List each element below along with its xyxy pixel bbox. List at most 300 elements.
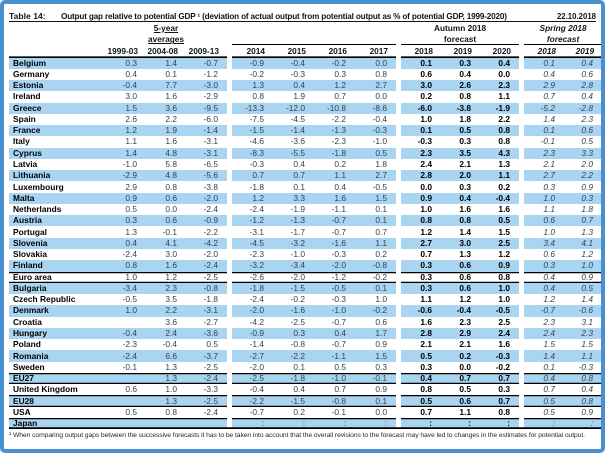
- value-cell: 0.5: [543, 406, 556, 417]
- value-cell: 2.0: [581, 159, 594, 170]
- table-row: [9, 181, 602, 192]
- country-name: Hungary: [9, 328, 105, 339]
- value-cell: :: [401, 418, 441, 429]
- value-cell: 0.3: [524, 260, 564, 271]
- value-cell: -5.2: [524, 103, 564, 114]
- value-cell: -0.2: [355, 305, 396, 316]
- country-name: EU28: [9, 395, 105, 406]
- value-cell: 3.4: [524, 238, 564, 249]
- value-cell: 1.0: [375, 294, 388, 305]
- value-cell: 2.3: [146, 283, 186, 294]
- value-cell: 2.3: [401, 148, 441, 159]
- value-cell: -4.2: [249, 316, 265, 327]
- value-cell: -1.8: [249, 181, 265, 192]
- table-row: [9, 373, 602, 384]
- value-cell: 0.4: [401, 373, 441, 384]
- value-cell: -2.4: [203, 204, 219, 215]
- value-cell: -0.4: [273, 58, 314, 69]
- avg-label-line2: averages: [148, 34, 184, 45]
- value-cell: 0.4: [459, 68, 472, 79]
- country-name: Poland: [13, 339, 41, 350]
- value-cell: 0.6: [441, 260, 480, 271]
- table-row: [9, 114, 602, 125]
- value-cell: 0.7: [543, 384, 556, 395]
- value-cell: 0.9: [581, 406, 594, 417]
- header-spacer: [9, 45, 105, 58]
- value-cell: 1.6: [165, 136, 177, 147]
- value-cell: 1.8: [581, 204, 594, 215]
- value-cell: 0.7: [273, 170, 314, 181]
- value-cell: 0.3: [459, 181, 472, 192]
- value-cell: -8.6: [355, 103, 396, 114]
- value-cell: -0.1: [540, 136, 556, 147]
- value-cell: -1.1: [314, 350, 355, 361]
- value-cell: -2.0: [314, 260, 355, 271]
- country-name: Sweden: [13, 361, 45, 372]
- value-cell: -0.2: [249, 68, 265, 79]
- value-cell: 0.6: [524, 215, 564, 226]
- country-name: Bulgaria: [9, 283, 105, 294]
- value-cell: 0.8: [459, 91, 472, 102]
- value-cell: -0.8: [186, 283, 227, 294]
- value-cell: 0.7: [564, 215, 602, 226]
- history-group-rule: [232, 34, 396, 46]
- country-name: Euro area: [9, 272, 105, 283]
- value-cell: :: [480, 418, 519, 429]
- value-cell: 0.5: [401, 350, 441, 361]
- value-cell: -2.0: [186, 193, 227, 204]
- country-name: Finland: [9, 260, 105, 271]
- header-spacer: [9, 34, 105, 46]
- value-cell: 1.1: [125, 136, 137, 147]
- value-cell: 1.0: [420, 113, 433, 124]
- table-row: [9, 80, 602, 91]
- value-cell: 0.1: [401, 58, 441, 69]
- value-cell: 0.3: [273, 328, 314, 339]
- country-name: Belgium: [9, 58, 105, 69]
- value-cell: 1.4: [105, 148, 146, 159]
- value-cell: :: [524, 418, 564, 429]
- value-cell: -0.8: [314, 395, 355, 406]
- value-cell: 1.2: [543, 294, 556, 305]
- value-cell: 1.5: [105, 103, 146, 114]
- header-spacer: [9, 22, 105, 34]
- value-cell: :: [273, 418, 314, 429]
- value-cell: -2.7: [203, 316, 219, 327]
- value-cell: 3.6: [146, 103, 186, 114]
- value-cell: [146, 418, 186, 429]
- year-header: 2017: [355, 45, 396, 58]
- value-cell: 2.3: [459, 316, 472, 327]
- avg-label-line2-cell: [105, 34, 227, 46]
- value-cell: 0.8: [420, 384, 433, 395]
- value-cell: 0.0: [459, 361, 472, 372]
- value-cell: 0.5: [125, 204, 137, 215]
- value-cell: 1.6: [498, 339, 511, 350]
- value-cell: 0.4: [581, 91, 594, 102]
- value-cell: -2.4: [203, 406, 219, 417]
- value-cell: -3.7: [186, 350, 227, 361]
- value-cell: -0.7: [524, 305, 564, 316]
- table-row: [9, 136, 602, 147]
- value-cell: -2.0: [273, 272, 314, 283]
- value-cell: :: [355, 418, 396, 429]
- value-cell: 0.1: [543, 361, 556, 372]
- value-cell: -3.2: [273, 238, 314, 249]
- value-cell: -1.7: [290, 226, 306, 237]
- table-row: [9, 339, 602, 350]
- country-name: United Kingdom: [13, 384, 78, 395]
- value-cell: -2.5: [232, 373, 273, 384]
- value-cell: 2.9: [441, 328, 480, 339]
- autumn-forecast-label-line1: Autumn 2018: [433, 22, 487, 33]
- value-cell: 2.2: [564, 170, 602, 181]
- avg-group-label: [105, 22, 227, 34]
- value-cell: 0.9: [480, 260, 519, 271]
- value-cell: -1.5: [232, 125, 273, 136]
- value-cell: -4.2: [186, 238, 227, 249]
- table-row: [9, 350, 602, 361]
- group-header-row-1: [9, 22, 602, 34]
- value-cell: 1.6: [498, 204, 511, 215]
- value-cell: 0.3: [441, 58, 480, 69]
- value-cell: -3.1: [249, 226, 265, 237]
- value-cell: -12.0: [273, 103, 314, 114]
- table-row: [9, 226, 602, 237]
- value-cell: -1.8: [203, 294, 219, 305]
- value-cell: 3.5: [441, 148, 480, 159]
- value-cell: -0.3: [249, 159, 265, 170]
- value-cell: 2.3: [480, 80, 519, 91]
- value-cell: 1.0: [543, 226, 556, 237]
- value-cell: 0.6: [543, 249, 556, 260]
- value-cell: 1.2: [314, 80, 355, 91]
- value-cell: 2.7: [355, 170, 396, 181]
- country-name: Spain: [13, 113, 36, 124]
- country-name: Czech Republic: [13, 294, 76, 305]
- value-cell: -2.0: [203, 249, 219, 260]
- value-cell: 2.0: [441, 170, 480, 181]
- value-cell: 3.0: [125, 91, 137, 102]
- value-cell: 4.1: [564, 238, 602, 249]
- value-cell: -0.7: [331, 226, 347, 237]
- value-cell: 0.5: [524, 395, 564, 406]
- value-cell: 0.1: [165, 68, 177, 79]
- value-cell: -0.3: [480, 350, 519, 361]
- value-cell: 0.1: [293, 361, 306, 372]
- value-cell: -0.8: [355, 260, 396, 271]
- history-group-label: [232, 22, 396, 34]
- value-cell: 2.3: [543, 316, 556, 327]
- value-cell: 2.9: [524, 80, 564, 91]
- value-cell: -4.5: [290, 113, 306, 124]
- country-name: USA: [13, 406, 31, 417]
- value-cell: -0.6: [401, 305, 441, 316]
- value-cell: 0.7: [543, 91, 556, 102]
- value-cell: 0.1: [355, 215, 396, 226]
- value-cell: 1.2: [498, 249, 511, 260]
- country-name: Austria: [9, 215, 105, 226]
- value-cell: 3.6: [165, 316, 177, 327]
- value-cell: -0.1: [162, 226, 177, 237]
- value-cell: 3.3: [564, 148, 602, 159]
- country-name: Estonia: [9, 80, 105, 91]
- table-row: [9, 91, 602, 102]
- value-cell: 1.0: [480, 283, 519, 294]
- value-cell: 1.5: [355, 350, 396, 361]
- value-cell: [186, 418, 227, 429]
- year-header: 2004-08: [146, 45, 186, 58]
- value-cell: -1.2: [314, 272, 355, 283]
- year-header-row: [9, 45, 602, 58]
- value-cell: 2.2: [498, 113, 511, 124]
- value-cell: 0.2: [375, 249, 388, 260]
- value-cell: -3.2: [232, 260, 273, 271]
- value-cell: -2.2: [203, 226, 219, 237]
- table-row: [9, 260, 602, 271]
- value-cell: 1.2: [420, 226, 433, 237]
- value-cell: -1.8: [273, 373, 314, 384]
- value-cell: -5.5: [273, 148, 314, 159]
- value-cell: 1.0: [165, 384, 177, 395]
- value-cell: -1.4: [249, 339, 265, 350]
- value-cell: 2.2: [165, 113, 177, 124]
- value-cell: -0.9: [232, 328, 273, 339]
- value-cell: 1.4: [146, 58, 186, 69]
- value-cell: 0.1: [375, 204, 388, 215]
- table-body: [9, 58, 602, 430]
- value-cell: 0.8: [564, 373, 602, 384]
- table-row: [9, 283, 602, 294]
- year-header: 2020: [480, 45, 519, 58]
- value-cell: 7.7: [146, 80, 186, 91]
- value-cell: -1.6: [273, 305, 314, 316]
- avg-label-line1: 5-year: [153, 22, 179, 33]
- country-name: Luxembourg: [13, 181, 64, 192]
- value-cell: 0.6: [581, 68, 594, 79]
- value-cell: 3.3: [273, 193, 314, 204]
- value-cell: :: [441, 418, 480, 429]
- value-cell: -2.3: [249, 249, 265, 260]
- value-cell: :: [314, 418, 355, 429]
- value-cell: -0.8: [290, 339, 306, 350]
- value-cell: -4.6: [249, 136, 265, 147]
- value-cell: 1.1: [498, 91, 511, 102]
- value-cell: 0.6: [441, 395, 480, 406]
- year-header: 2009-13: [186, 45, 227, 58]
- value-cell: 1.2: [105, 125, 146, 136]
- value-cell: 0.5: [355, 148, 396, 159]
- value-cell: -2.4: [186, 260, 227, 271]
- year-header: 2014: [232, 45, 273, 58]
- value-cell: -0.7: [331, 339, 347, 350]
- value-cell: 0.8: [375, 68, 388, 79]
- value-cell: 1.6: [146, 260, 186, 271]
- value-cell: 0.9: [401, 193, 441, 204]
- value-cell: 0.6: [375, 316, 388, 327]
- table-title-bar: [9, 7, 596, 22]
- value-cell: 1.7: [355, 328, 396, 339]
- value-cell: 0.3: [105, 215, 146, 226]
- value-cell: -1.9: [290, 204, 306, 215]
- value-cell: 0.9: [375, 339, 388, 350]
- table-row: [9, 159, 602, 170]
- value-cell: 0.8: [480, 125, 519, 136]
- value-cell: 1.0: [564, 260, 602, 271]
- value-cell: 1.0: [524, 193, 564, 204]
- value-cell: 1.2: [232, 193, 273, 204]
- value-cell: 0.5: [581, 136, 594, 147]
- value-cell: 0.2: [293, 406, 306, 417]
- table-title: Output gap relative to potential GDP ¹ (deviation of actual output from potential output as % of potential GDP, 1999-2020): [61, 12, 507, 21]
- value-cell: 1.5: [498, 226, 511, 237]
- value-cell: -2.2: [232, 395, 273, 406]
- table-row: [9, 395, 602, 406]
- value-cell: -0.5: [314, 283, 355, 294]
- value-cell: 0.1: [524, 125, 564, 136]
- value-cell: -0.3: [290, 68, 306, 79]
- value-cell: 2.5: [498, 316, 511, 327]
- value-cell: -5.6: [186, 170, 227, 181]
- year-header: 2019: [564, 45, 602, 58]
- value-cell: 0.0: [165, 204, 177, 215]
- value-cell: 1.2: [459, 294, 472, 305]
- value-cell: :: [564, 418, 602, 429]
- value-cell: 0.9: [581, 181, 594, 192]
- value-cell: 1.6: [420, 316, 433, 327]
- value-cell: 3.1: [581, 316, 594, 327]
- value-cell: [105, 395, 146, 406]
- value-cell: -0.1: [122, 361, 137, 372]
- value-cell: -2.3: [122, 339, 137, 350]
- value-cell: 1.0: [498, 294, 511, 305]
- value-cell: 1.6: [459, 204, 472, 215]
- value-cell: 0.6: [441, 272, 480, 283]
- value-cell: 1.3: [146, 373, 186, 384]
- value-cell: -1.5: [273, 395, 314, 406]
- value-cell: 0.6: [146, 215, 186, 226]
- value-cell: -6.0: [401, 103, 441, 114]
- country-name: Slovenia: [9, 238, 105, 249]
- value-cell: 1.3: [165, 361, 177, 372]
- value-cell: 4.8: [146, 148, 186, 159]
- value-cell: -0.7: [314, 215, 355, 226]
- value-cell: :: [232, 418, 273, 429]
- value-cell: -1.2: [232, 215, 273, 226]
- value-cell: -7.5: [249, 113, 265, 124]
- value-cell: -4.5: [232, 238, 273, 249]
- value-cell: -2.0: [249, 361, 265, 372]
- value-cell: -2.7: [232, 350, 273, 361]
- value-cell: 0.5: [401, 395, 441, 406]
- value-cell: -0.5: [480, 305, 519, 316]
- value-cell: 0.4: [293, 159, 306, 170]
- group-header-row-2: [9, 34, 602, 46]
- table-row: [9, 125, 602, 136]
- value-cell: 0.8: [498, 136, 511, 147]
- value-cell: 2.8: [401, 170, 441, 181]
- value-cell: 1.1: [459, 406, 472, 417]
- value-cell: -3.8: [441, 103, 480, 114]
- value-cell: 1.8: [459, 113, 472, 124]
- value-cell: 0.2: [420, 91, 433, 102]
- value-cell: 0.3: [543, 181, 556, 192]
- country-name: Ireland: [13, 91, 41, 102]
- value-cell: 0.1: [524, 58, 564, 69]
- year-header: 2015: [273, 45, 314, 58]
- value-cell: 1.6: [165, 91, 177, 102]
- value-cell: 0.8: [105, 260, 146, 271]
- value-cell: -1.1: [331, 204, 347, 215]
- country-name: Germany: [13, 68, 50, 79]
- value-cell: 0.3: [564, 193, 602, 204]
- value-cell: 0.4: [334, 181, 347, 192]
- value-cell: 0.3: [401, 283, 441, 294]
- value-cell: -1.6: [314, 238, 355, 249]
- value-cell: -1.5: [273, 283, 314, 294]
- value-cell: -2.2: [273, 350, 314, 361]
- value-cell: 0.0: [498, 68, 511, 79]
- value-cell: 0.8: [441, 215, 480, 226]
- value-cell: 1.3: [232, 80, 273, 91]
- value-cell: [105, 317, 146, 328]
- value-cell: 0.6: [125, 384, 137, 395]
- value-cell: 2.3: [524, 148, 564, 159]
- value-cell: 0.4: [441, 193, 480, 204]
- value-cell: -3.4: [273, 260, 314, 271]
- value-cell: 0.3: [401, 260, 441, 271]
- value-cell: 1.1: [480, 170, 519, 181]
- value-cell: 0.8: [564, 395, 602, 406]
- value-cell: 0.2: [334, 159, 347, 170]
- value-cell: 0.0: [355, 58, 396, 69]
- value-cell: -9.5: [186, 103, 227, 114]
- value-cell: 3.0: [165, 249, 177, 260]
- table-row: [9, 272, 602, 283]
- value-cell: 2.2: [146, 305, 186, 316]
- table-row: [9, 238, 602, 249]
- value-cell: -3.6: [186, 328, 227, 339]
- year-header: 2018: [401, 45, 441, 58]
- table-row: [9, 317, 602, 328]
- value-cell: 4.3: [480, 148, 519, 159]
- value-cell: 0.0: [420, 181, 433, 192]
- value-cell: 1.4: [524, 350, 564, 361]
- value-cell: -1.9: [480, 103, 519, 114]
- value-cell: 0.6: [564, 125, 602, 136]
- value-cell: 0.8: [401, 215, 441, 226]
- value-cell: 0.8: [252, 91, 265, 102]
- year-header: 2019: [441, 45, 480, 58]
- value-cell: 0.9: [564, 272, 602, 283]
- table-row: [9, 407, 602, 418]
- value-cell: 0.9: [375, 384, 388, 395]
- value-cell: 0.0: [375, 406, 388, 417]
- value-cell: 2.7: [401, 238, 441, 249]
- value-cell: -13.3: [232, 103, 273, 114]
- value-cell: -0.7: [249, 406, 265, 417]
- value-cell: -0.3: [578, 361, 594, 372]
- value-cell: -0.7: [186, 58, 227, 69]
- value-cell: 2.1: [420, 339, 433, 350]
- value-cell: -10.8: [314, 103, 355, 114]
- spring-forecast-label-line2: forecast: [524, 34, 602, 46]
- value-cell: 0.1: [355, 395, 396, 406]
- value-cell: -0.4: [480, 193, 519, 204]
- table-row: [9, 294, 602, 305]
- value-cell: 2.3: [564, 328, 602, 339]
- value-cell: -2.0: [232, 305, 273, 316]
